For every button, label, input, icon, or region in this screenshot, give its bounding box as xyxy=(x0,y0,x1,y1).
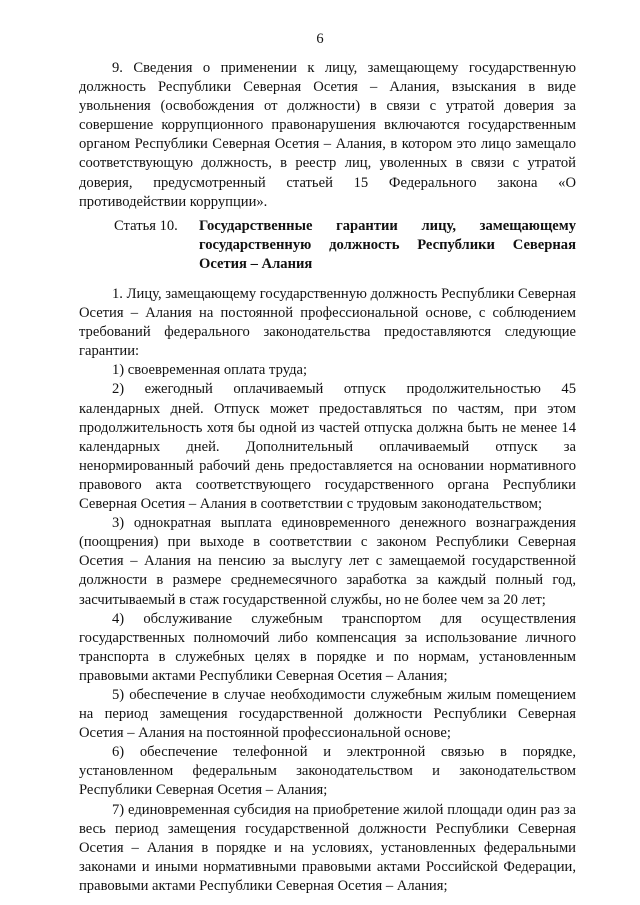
paragraph-item-9: 9. Сведения о применении к лицу, замещающему государственную должность Республики Северная Осетия – Алания, взыскания в виде увольнения (освобождения от должности) в связи с утратой доверия за совершение коррупционного правонарушения включаются государственным органом Республики Северная Осетия – Алания, в котором это лицо замещало соответствующую должность, в реестр лиц, уволенных в связи с утратой доверия, предусмотренный статьей 15 Федерального закона «О противодействии коррупции». xyxy=(79,60,576,210)
guarantee-3: 3) однократная выплата единовременного денежного вознаграждения (поощрения) при выходе в соответствии с законом Республики Северная Осетия – Алания на пенсию за выслугу лет с замещаемой государственной должности в размере среднемесячного заработка за каждый полный год, засчитываемый в стаж государственной службы, но не более чем за 20 лет; xyxy=(79,515,576,608)
article-10-heading xyxy=(114,217,576,275)
guarantee-5: 5) обеспечение в случае необходимости служебным жилым помещением на период замещения государственной должности Республики Северная Осетия – Алания на постоянной профессиональной основе; xyxy=(79,686,576,742)
article-10-body xyxy=(79,285,576,896)
page-number: 6 xyxy=(316,31,324,47)
guarantee-7: 7) единовременная субсидия на приобретение жилой площади один раз за весь период замещения государственной должности Республики Северная Осетия – Алания в порядке и на условиях, установленных федеральными законами и иными нормативными правовыми актами Российской Федерации, правовыми актами Республики Северная Осетия – Алания; xyxy=(79,801,576,894)
guarantee-4: 4) обслуживание служебным транспортом для осуществления государственных полномочий либо компенсация за использование личного транспорта в служебных целях в порядке и по нормам, установленным правовыми актами Республики Северная Осетия – Алания; xyxy=(79,610,576,684)
paragraph-1: 1. Лицу, замещающему государственную должность Республики Северная Осетия – Алания на постоянной профессиональной основе, с соблюдением требований федерального законодательства предоставляются следующие гарантии: xyxy=(79,286,576,360)
guarantee-1: 1) своевременная оплата труда; xyxy=(112,362,308,379)
item-9-block xyxy=(79,59,576,212)
guarantee-2: 2) ежегодный оплачиваемый отпуск продолжительностью 45 календарных дней. Отпуск может предоставляться по частям, при этом продолжительность хотя бы одной из частей отпуска должна быть не менее 14 календарных дней. Дополнительный оплачиваемый отпуск за ненормированный рабочий день предоставляется на основании нормативного правового акта соответствующего государственного органа Республики Северная Осетия – Алания в соответствии с трудовым законодательством; xyxy=(79,381,576,513)
guarantee-6: 6) обеспечение телефонной и электронной связью в порядке, установленном федеральным законодательством и законодательством Республики Северная Осетия – Алания; xyxy=(79,744,576,799)
article-10-label: Статья 10. xyxy=(114,218,178,234)
article-10-title: Государственные гарантии лицу, замещающему государственную должность Республики Северная Осетия – Алания xyxy=(199,218,576,273)
